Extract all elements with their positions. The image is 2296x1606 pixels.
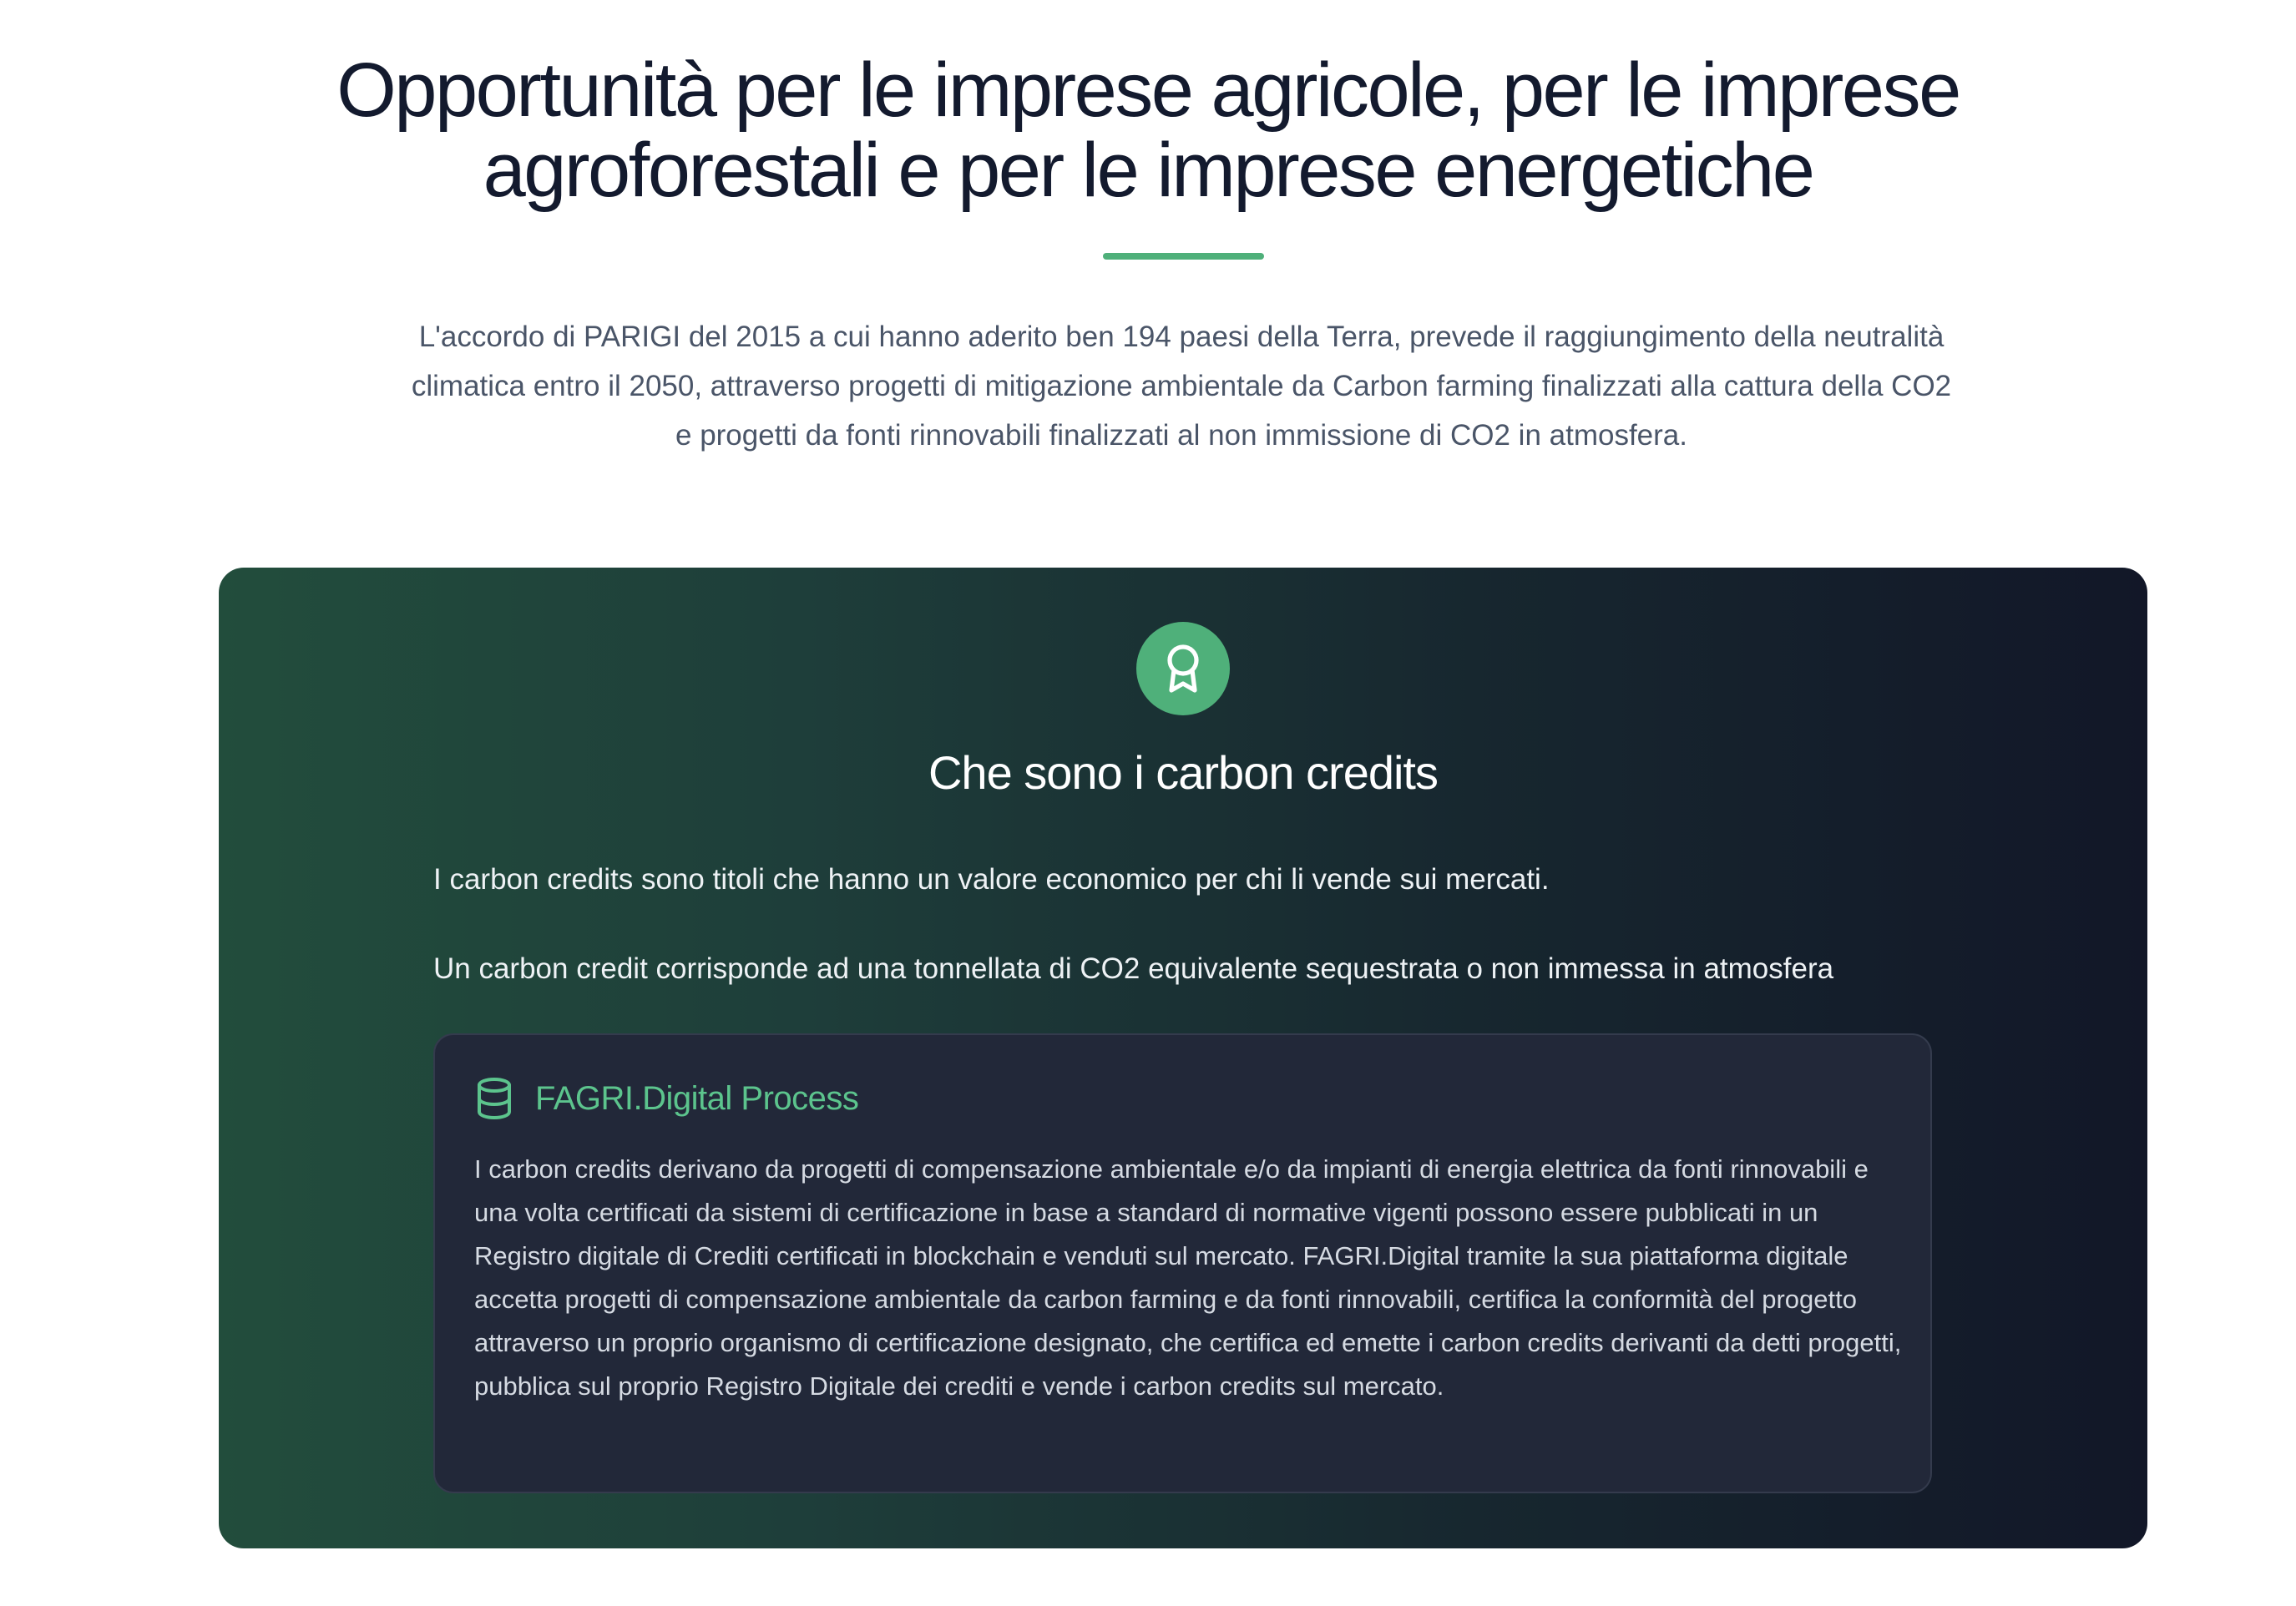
- award-badge: [1136, 622, 1230, 715]
- process-description: I carbon credits derivano da progetti di compensazione ambientale e/o da impianti di energia elettrica da fonti rinnovabili e una volta certificati da sistemi di certificazione in base a standard di normative vigenti possono essere pubblicati in un Registro digitale di Crediti certificati in blockchain e venduti sul mercato. FAGRI.Digital tramite la sua piattaforma digitale accetta progetti di compensazione ambientale da carbon farming e da fonti rinnovabili, certifica la conformità del progetto attraverso un proprio organismo di certificazione designato, che certifica ed emette i carbon credits derivanti da detti progetti, pubblica sul proprio Registro Digitale dei crediti e vende i carbon credits sul mercato.: [474, 1154, 1902, 1401]
- card-paragraph-definition: I carbon credits sono titoli che hanno un valore economico per chi li vende sui mercati.: [433, 863, 1550, 896]
- card-paragraph-equivalence: Un carbon credit corrisponde ad una tonnellata di CO2 equivalente sequestrata o non immessa in atmosfera: [433, 952, 1834, 985]
- intro-paragraph: L'accordo di PARIGI del 2015 a cui hanno aderito ben 194 paesi della Terra, prevede il raggiungimento della neutralità climatica entro il 2050, attraverso progetti di mitigazione ambientale da Carbon farming finalizzati alla cattura della CO2 e progetti da fonti rinnovabili finalizzati al non immissione di CO2 in atmosfera.: [411, 321, 1952, 452]
- database-icon: [474, 1077, 514, 1120]
- process-title: FAGRI.Digital Process: [535, 1080, 859, 1117]
- title-divider: [1103, 253, 1264, 260]
- card-title: Che sono i carbon credits: [928, 746, 1438, 799]
- page-title: Opportunità per le imprese agricole, per le imprese agroforestali e per le imprese energetiche: [336, 48, 1960, 213]
- award-icon: [1160, 642, 1206, 695]
